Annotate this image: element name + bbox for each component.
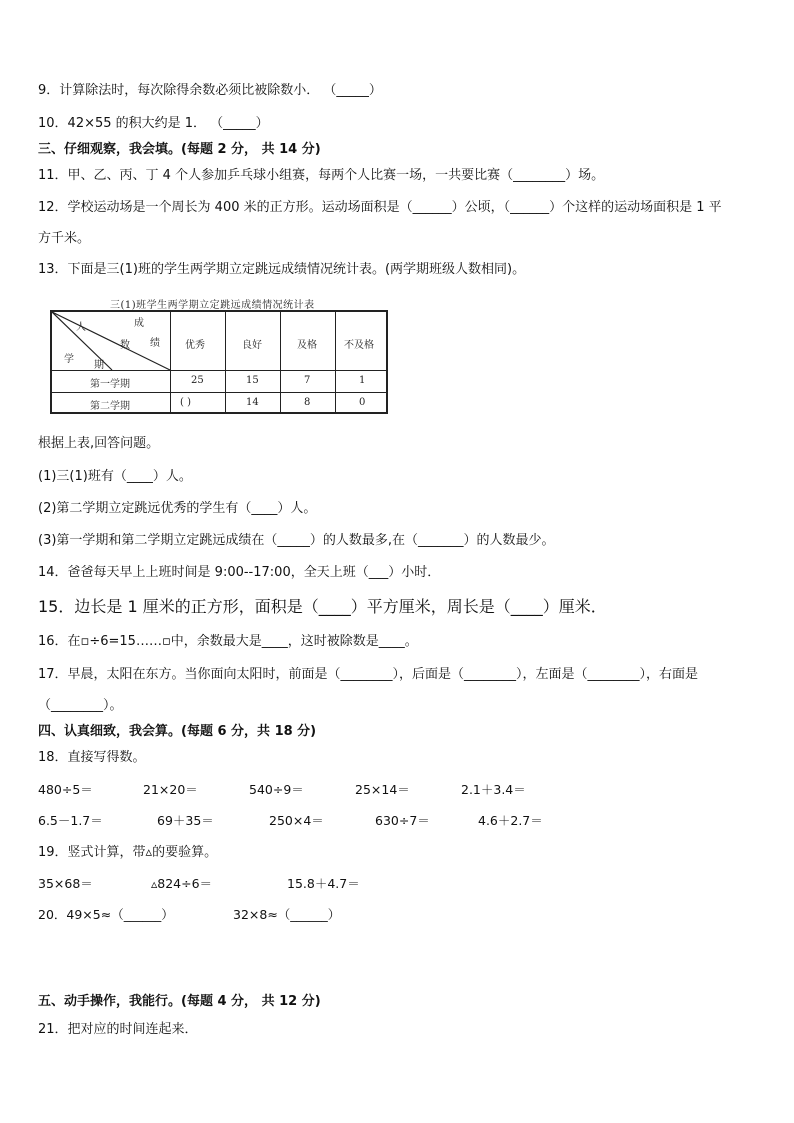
corner-label-ren: 人 [76, 322, 86, 333]
q19-item: 35×68＝ [38, 876, 93, 891]
question-11: 11．甲、乙、丙、丁 4 个人参加乒乓球小组赛，每两个人比赛一场，一共要比赛（________）场。 [38, 168, 605, 183]
question-16: 16．在▫÷6=15……▫中，余数最大是____，这时被除数是____。 [38, 634, 418, 649]
corner-label-ji: 绩 [150, 338, 160, 349]
q18-item: 6.5－1.7＝ [38, 813, 103, 828]
question-13-1: (1)三(1)班有（____）人。 [38, 469, 192, 484]
section-4-heading: 四、认真细致，我会算。(每题 6 分，共 18 分) [38, 724, 317, 739]
question-13-2: (2)第二学期立定跳远优秀的学生有（____）人。 [38, 501, 317, 516]
header-fail: 不及格 [344, 340, 374, 351]
header-pass: 及格 [297, 340, 317, 351]
q18-item: 25×14＝ [355, 782, 410, 797]
header-good: 良好 [242, 340, 262, 351]
section-5-heading: 五、动手操作，我能行。(每题 4 分， 共 12 分) [38, 994, 321, 1009]
table-grid [50, 310, 388, 414]
cell-term1-excellent: 25 [191, 375, 204, 386]
cell-term2-pass: 8 [304, 397, 311, 408]
cell-term1-good: 15 [246, 375, 259, 386]
q18-row-2 [0, 813, 794, 829]
q18-row-1 [0, 782, 794, 798]
cell-term1-pass: 7 [304, 375, 311, 386]
q18-item: 2.1＋3.4＝ [461, 782, 526, 797]
q18-item: 4.6＋2.7＝ [478, 813, 543, 828]
question-13-intro: 根据上表,回答问题。 [38, 436, 160, 451]
row-label-term-2: 第二学期 [90, 401, 130, 412]
question-13: 13．下面是三(1)班的学生两学期立定跳远成绩情况统计表。(两学期班级人数相同)。 [38, 262, 526, 277]
q18-item: 250×4＝ [269, 813, 324, 828]
question-15: 15．边长是 1 厘米的正方形，面积是（____）平方厘米，周长是（____）厘米． [38, 597, 607, 616]
q20-item: 20．49×5≈（______） [38, 907, 174, 922]
section-3-heading: 三、仔细观察，我会填。(每题 2 分， 共 14 分) [38, 142, 321, 157]
question-17-line-1: 17．早晨，太阳在东方。当你面向太阳时，前面是（________），后面是（________），左面是（________），右面是 [38, 667, 699, 682]
row-label-term-1: 第一学期 [90, 379, 130, 390]
score-table [50, 296, 390, 418]
q18-item: 21×20＝ [143, 782, 198, 797]
corner-label-qi: 期 [94, 360, 104, 371]
q20-row [0, 907, 794, 923]
q18-item: 69＋35＝ [157, 813, 214, 828]
question-10: 10．42×55 的积大约是 1． （_____） [38, 116, 269, 131]
table-title: 三(1)班学生两学期立定跳远成绩情况统计表 [110, 300, 315, 311]
q19-item: 15.8＋4.7＝ [287, 876, 360, 891]
question-21: 21．把对应的时间连起来． [38, 1022, 198, 1037]
question-12-line-2: 方千米。 [38, 231, 91, 246]
q18-item: 540÷9＝ [249, 782, 304, 797]
q19-item: ▵824÷6＝ [151, 876, 213, 891]
q18-item: 480÷5＝ [38, 782, 93, 797]
header-excellent: 优秀 [185, 340, 205, 351]
question-9: 9．计算除法时，每次除得余数必须比被除数小． （_____） [38, 83, 382, 98]
question-13-3: (3)第一学期和第二学期立定跳远成绩在（_____）的人数最多,在（_______）的人数最少。 [38, 533, 555, 548]
question-19: 19．竖式计算，带▵的要验算。 [38, 845, 218, 860]
q19-row [0, 876, 794, 892]
question-14: 14．爸爸每天早上上班时间是 9:00--17:00，全天上班（___）小时． [38, 565, 441, 580]
question-17-line-2: （________）。 [38, 698, 123, 713]
corner-label-cheng: 成 [134, 318, 144, 329]
cell-term2-good: 14 [246, 397, 259, 408]
question-12-line-1: 12．学校运动场是一个周长为 400 米的正方形。运动场面积是（______）公顷，（______）个这样的运动场面积是 1 平 [38, 200, 722, 215]
q18-item: 630÷7＝ [375, 813, 430, 828]
cell-term1-fail: 1 [359, 375, 366, 386]
question-18: 18．直接写得数。 [38, 750, 146, 765]
cell-term2-fail: 0 [359, 397, 366, 408]
corner-label-xue: 学 [64, 354, 74, 365]
q20-item: 32×8≈（______） [233, 907, 341, 922]
cell-term2-excellent: ( ) [180, 397, 191, 408]
corner-label-shu: 数 [120, 340, 130, 351]
